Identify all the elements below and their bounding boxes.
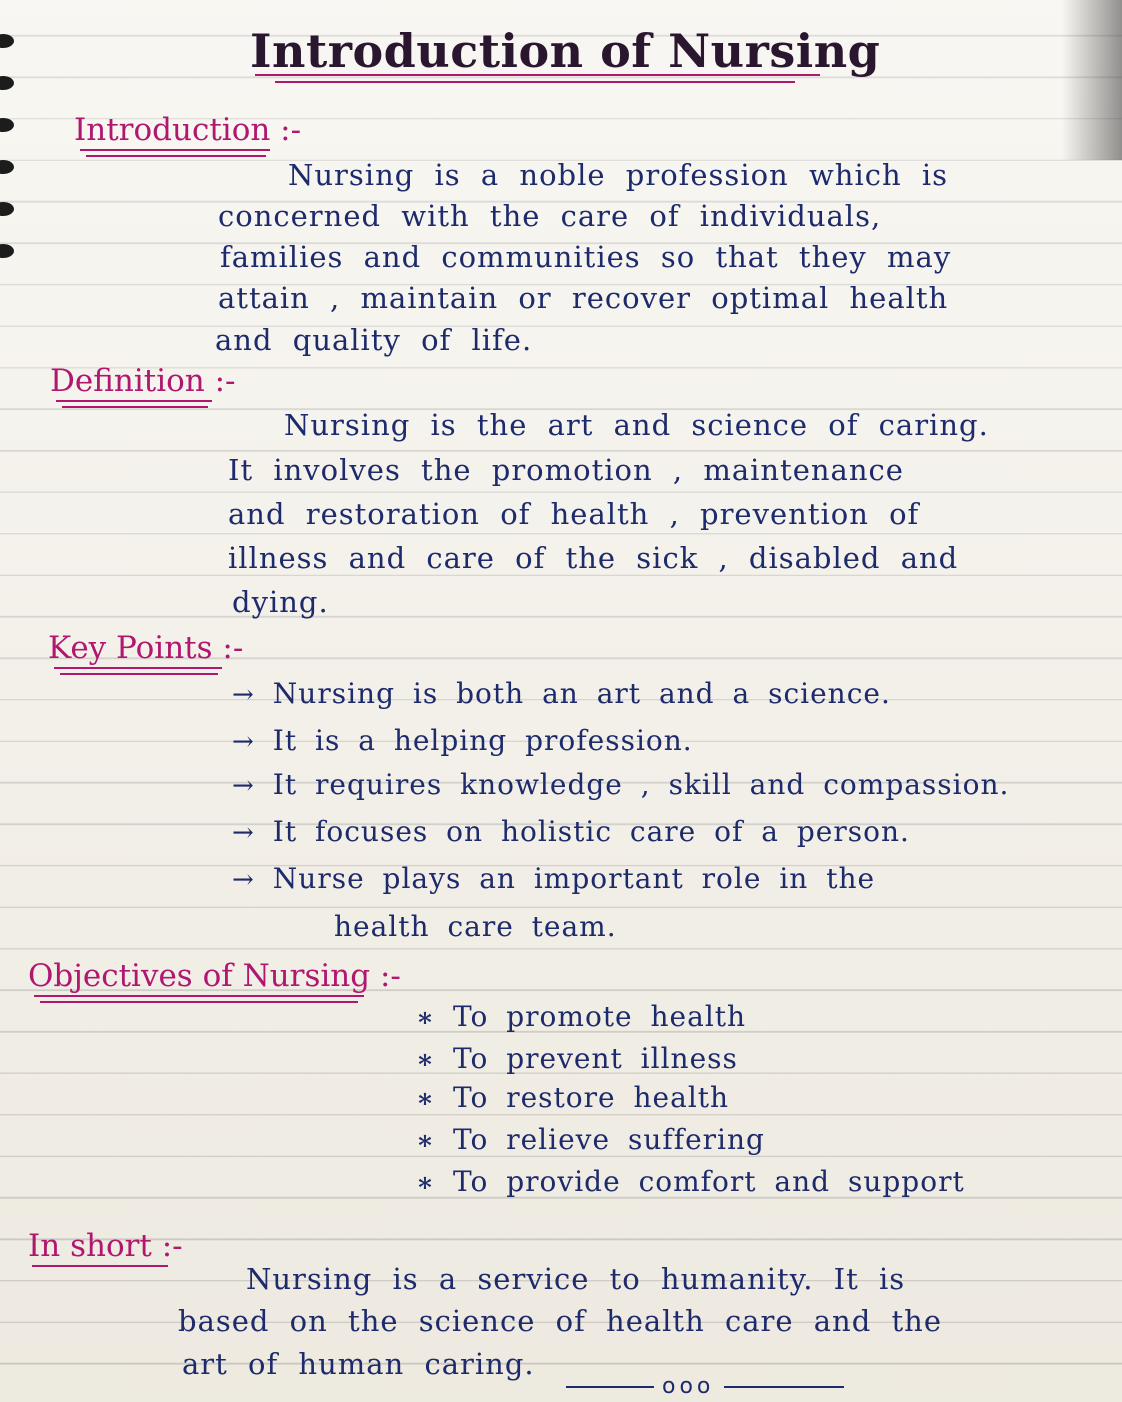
objective-item (416, 1123, 765, 1156)
spiral-binding-hole (0, 202, 14, 216)
key-point-text: Nurse plays an important role in the (272, 862, 876, 895)
asterisk-icon: ∗ (416, 1003, 435, 1033)
arrow-icon: → (232, 680, 255, 710)
objective-text: To provide comfort and support (452, 1165, 965, 1198)
definition-line: It involves the promotion , maintenance (228, 453, 904, 487)
objective-text: To relieve suffering (452, 1123, 765, 1156)
end-divider (566, 1386, 654, 1388)
objective-item (416, 1165, 965, 1198)
heading-underline (62, 406, 208, 408)
heading-underline (54, 667, 222, 669)
end-mark: ooo (662, 1374, 715, 1399)
key-point-continuation: health care team. (334, 910, 617, 943)
arrow-icon: → (232, 727, 255, 757)
objective-item (416, 1081, 729, 1114)
key-point-text: It focuses on holistic care of a person. (272, 815, 910, 848)
key-points-heading: Key Points :- (48, 630, 244, 666)
definition-line: illness and care of the sick , disabled and (228, 541, 959, 575)
page-corner-shadow (1062, 0, 1122, 160)
introduction-heading: Introduction :- (74, 112, 302, 148)
key-point-item (232, 677, 891, 710)
asterisk-icon: ∗ (416, 1168, 435, 1198)
spiral-binding-hole (0, 118, 14, 132)
title-underline (255, 74, 820, 76)
key-point-item (232, 768, 1009, 801)
introduction-line: concerned with the care of individuals, (218, 199, 882, 233)
title-underline (275, 81, 795, 83)
key-point-item (232, 815, 910, 848)
key-point-text: It is a helping profession. (272, 724, 693, 757)
key-point-item (232, 724, 693, 757)
arrow-icon: → (232, 818, 255, 848)
end-divider (724, 1386, 844, 1388)
asterisk-icon: ∗ (416, 1126, 435, 1156)
heading-underline (86, 155, 266, 157)
heading-underline (80, 149, 270, 151)
spiral-binding-hole (0, 160, 14, 174)
definition-heading: Definition :- (50, 363, 236, 399)
spiral-binding-hole (0, 76, 14, 90)
objective-text: To restore health (452, 1081, 730, 1114)
definition-line: and restoration of health , prevention of (228, 497, 920, 531)
key-point-item (232, 862, 875, 895)
objective-item (416, 1042, 738, 1075)
objectives-heading: Objectives of Nursing :- (28, 958, 401, 994)
in-short-line: based on the science of health care and the (178, 1304, 942, 1338)
definition-line: Nursing is the art and science of caring. (284, 408, 989, 442)
heading-underline (40, 1001, 358, 1003)
heading-underline (56, 400, 212, 402)
asterisk-icon: ∗ (416, 1045, 435, 1075)
introduction-line: families and communities so that they may (220, 240, 952, 274)
in-short-line: art of human caring. (182, 1347, 535, 1381)
objective-text: To promote health (452, 1000, 747, 1033)
spiral-binding-hole (0, 244, 14, 258)
arrow-icon: → (232, 865, 255, 895)
objective-text: To prevent illness (452, 1042, 738, 1075)
introduction-line: and quality of life. (215, 323, 533, 357)
introduction-line: Nursing is a noble profession which is (288, 158, 949, 192)
key-point-text: It requires knowledge , skill and compassion. (272, 768, 1010, 801)
in-short-line: Nursing is a service to humanity. It is (246, 1262, 906, 1296)
heading-underline (34, 995, 364, 997)
heading-underline (32, 1265, 168, 1267)
key-point-text: Nursing is both an art and a science. (272, 677, 891, 710)
page-title: Introduction of Nursing (250, 24, 881, 78)
in-short-heading: In short :- (28, 1228, 183, 1264)
introduction-line: attain , maintain or recover optimal health (218, 281, 949, 315)
arrow-icon: → (232, 771, 255, 801)
heading-underline (60, 673, 218, 675)
spiral-binding-hole (0, 34, 14, 48)
asterisk-icon: ∗ (416, 1084, 435, 1114)
definition-line: dying. (232, 585, 329, 619)
objective-item (416, 1000, 746, 1033)
